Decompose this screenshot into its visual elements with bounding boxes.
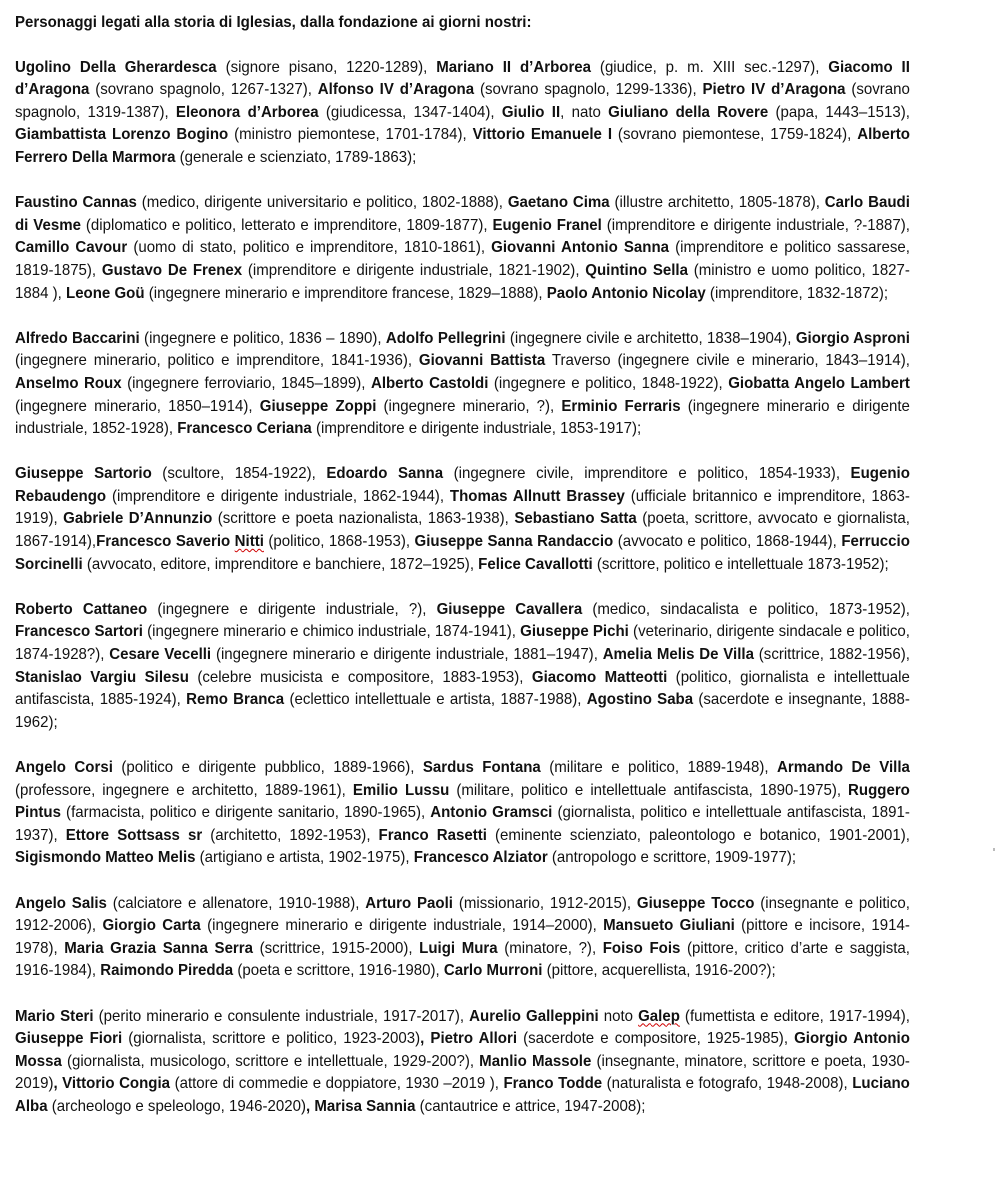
person-name: Manlio Massole xyxy=(479,1052,592,1070)
person-description: (ministro e uomo politico, 1827-1884 ), xyxy=(15,261,910,302)
person-name: Sigismondo Matteo Melis xyxy=(15,849,196,867)
person-name: Luigi Mura xyxy=(419,939,498,957)
person-description: (giudicessa, 1347-1404), xyxy=(318,103,502,121)
person-description: (scrittore, politico e intellettuale 1873-1952); xyxy=(592,555,889,573)
person-description: (imprenditore, 1832-1872); xyxy=(705,284,889,302)
person-description: , nato xyxy=(560,103,609,121)
person-description: (avvocato, editore, imprenditore e banchiere, 1872–1925), xyxy=(82,555,479,573)
person-name: Luciano Alba xyxy=(15,1075,910,1115)
person-description: (farmacista, politico e dirigente sanitario, 1890-1965), xyxy=(60,804,431,822)
person-name: Leone Goü xyxy=(66,284,145,302)
person-description: (sovrano spagnolo, 1319-1387), xyxy=(15,81,910,121)
person-name: Gustavo De Frenex xyxy=(101,261,243,279)
person-description: (giornalista, scrittore e politico, 1923-2003) xyxy=(122,1030,421,1048)
person-description: (poeta e scrittore, 1916-1980), xyxy=(233,962,444,980)
person-description: (architetto, 1892-1953), xyxy=(202,826,379,844)
person-description: (ingegnere civile, imprenditore e politico, 1854-1933), xyxy=(443,465,851,483)
person-description: (eclettico intellettuale e artista, 1887-1988), xyxy=(284,691,587,709)
person-description: (sacerdote e compositore, 1925-1985), xyxy=(517,1030,795,1048)
person-name: Raimondo Piredda xyxy=(100,962,234,980)
person-description: (militare, politico e intellettuale antifascista, 1890-1975), xyxy=(449,781,849,799)
person-description: (pittore e incisore, 1914-1978), xyxy=(15,917,910,957)
person-name: Agostino Saba xyxy=(586,691,694,709)
person-description: (ingegnere e politico, 1836 – 1890), xyxy=(139,329,386,347)
paragraph xyxy=(15,599,910,735)
person-name: Giuseppe Pichi xyxy=(520,623,629,641)
person-description: (papa, 1443–1513), xyxy=(768,103,910,121)
person-name: Giobatta Angelo Lambert xyxy=(728,374,910,392)
person-name: Eugenio Franel xyxy=(492,216,602,234)
person-name: Francesco Saverio xyxy=(96,533,235,551)
person-name: Maria Grazia Sanna Serra xyxy=(64,939,254,957)
person-name: Stanislao Vargiu Silesu xyxy=(15,668,189,686)
person-name: Francesco Sartori xyxy=(15,623,143,641)
person-description: (giudice, p. m. XIII sec.-1297), xyxy=(591,58,829,76)
person-name: Eugenio Rebaudengo xyxy=(15,465,910,505)
person-description: (antropologo e scrittore, 1909-1977); xyxy=(547,849,797,867)
person-name: Quintino Sella xyxy=(585,261,688,279)
person-description: (missionario, 1912-2015), xyxy=(452,894,637,912)
person-description: (ingegnere minerario e imprenditore francese, 1829–1888), xyxy=(144,284,547,302)
person-name: Vittorio Emanuele I xyxy=(472,126,613,144)
person-description: (medico, dirigente universitario e politico, 1802-1888), xyxy=(136,194,508,212)
person-description: Traverso (ingegnere civile e minerario, 1843–1914), xyxy=(545,352,910,370)
person-name: Mariano II d’Arborea xyxy=(436,58,592,76)
person-description: (sovrano piemontese, 1759-1824), xyxy=(612,126,858,144)
person-name: , Vittorio Congia xyxy=(53,1075,171,1093)
person-name: Giorgio Antonio Mossa xyxy=(15,1030,910,1070)
person-description: (imprenditore e dirigente industriale, 1853-1917); xyxy=(311,420,642,438)
person-name: Camillo Cavour xyxy=(15,239,128,257)
person-description: (politico, giornalista e intellettuale antifascista, 1885-1924), xyxy=(15,668,910,709)
person-description: (scultore, 1854-1922), xyxy=(151,465,327,483)
paragraph-list xyxy=(15,57,910,1119)
person-description: (politico, 1868-1953), xyxy=(263,533,415,551)
person-name: Giuseppe Cavallera xyxy=(436,600,583,618)
person-description: (poeta, scrittore, avvocato e giornalista, 1867-1914), xyxy=(15,510,910,551)
person-description: (pittore, acquerellista, 1916-200?); xyxy=(542,962,776,980)
paragraph xyxy=(15,757,910,870)
paragraph xyxy=(15,893,910,983)
person-description: (sacerdote e insegnante, 1888-1962); xyxy=(15,691,910,731)
person-description: (giornalista, politico e intellettuale antifascista, 1891-1937), xyxy=(15,804,910,844)
person-description: (ministro piemontese, 1701-1784), xyxy=(228,126,473,144)
person-name: Giuseppe Sartorio xyxy=(15,465,152,483)
document-body xyxy=(15,12,910,1141)
person-name: Giacomo II d’Aragona xyxy=(15,58,910,99)
person-description: (uomo di stato, politico e imprenditore, 1810-1861), xyxy=(127,239,492,257)
person-description: (imprenditore e dirigente industriale, ?-1887), xyxy=(601,216,910,234)
person-name: Giuseppe Zoppi xyxy=(259,397,377,415)
person-description: (attore di commedie e doppiatore, 1930 –2019 ), xyxy=(170,1075,504,1093)
person-name: Giuseppe Tocco xyxy=(636,894,755,912)
paragraph xyxy=(15,57,910,170)
person-name: Carlo Baudi di Vesme xyxy=(15,194,910,234)
person-description: noto xyxy=(598,1007,639,1025)
person-name: Franco Rasetti xyxy=(378,826,487,844)
person-description: (scrittrice, 1915-2000), xyxy=(253,939,420,957)
person-description: (insegnante e politico, 1912-2006), xyxy=(15,894,910,935)
paragraph xyxy=(15,192,910,305)
person-description: (artigiano e artista, 1902-1975), xyxy=(195,849,414,867)
person-description: (giornalista, musicologo, scrittore e intellettuale, 1929-200?), xyxy=(61,1052,480,1070)
paragraph xyxy=(15,1006,910,1119)
person-name: Giuliano della Rovere xyxy=(608,103,769,121)
person-description: (imprenditore e dirigente industriale, 1862-1944), xyxy=(106,487,450,505)
person-name: Ugolino Della Gherardesca xyxy=(15,58,217,76)
person-name: Carlo Murroni xyxy=(443,962,543,980)
person-description: (diplomatico e politico, letterato e imprenditore, 1809-1877), xyxy=(80,216,493,234)
person-description: (professore, ingegnere e architetto, 1889-1961), xyxy=(15,781,353,799)
person-name: Alfonso IV d’Aragona xyxy=(317,81,475,99)
document-title: Personaggi legati alla storia di Iglesias, dalla fondazione ai giorni nostri: xyxy=(15,14,532,31)
person-name: Amelia Melis De Villa xyxy=(602,646,754,664)
person-description: (ingegnere e politico, 1848-1922), xyxy=(488,374,729,392)
person-name: Foiso Fois xyxy=(602,939,681,957)
person-name: Giovanni Antonio Sanna xyxy=(491,239,670,257)
person-description: (imprenditore e politico sassarese, 1819-1875), xyxy=(15,239,910,279)
person-name: Giuseppe Fiori xyxy=(15,1030,123,1048)
person-name: Gabriele D’Annunzio xyxy=(63,510,213,528)
person-name: Ruggero Pintus xyxy=(15,781,910,822)
person-name: Angelo Corsi xyxy=(15,759,113,776)
person-name: Cesare Vecelli xyxy=(109,646,212,664)
person-name: Alberto Castoldi xyxy=(370,374,489,392)
person-name: Adolfo Pellegrini xyxy=(385,329,506,347)
person-description: (sovrano spagnolo, 1299-1336), xyxy=(474,81,703,99)
person-description: (insegnante, minatore, scrittore e poeta, 1930-2019) xyxy=(15,1052,910,1093)
person-name: Erminio Ferraris xyxy=(561,397,681,415)
person-name: Antonio Gramsci xyxy=(430,804,553,822)
person-name: Giorgio Carta xyxy=(102,917,201,935)
person-description: (avvocato e politico, 1868-1944), xyxy=(613,533,842,551)
person-description: (archeologo e speleologo, 1946-2020) xyxy=(47,1097,306,1115)
person-name: Alfredo Baccarini xyxy=(15,329,140,347)
person-name: Mansueto Giuliani xyxy=(603,917,735,935)
person-description: (ufficiale britannico e imprenditore, 1863-1919), xyxy=(15,487,910,528)
person-name: Angelo Salis xyxy=(15,894,107,912)
person-description: (scrittrice, 1882-1956), xyxy=(753,646,910,664)
person-name: Francesco Alziator xyxy=(413,849,548,867)
person-description: (cantautrice e attrice, 1947-2008); xyxy=(415,1097,646,1115)
person-name: Giorgio Asproni xyxy=(795,329,910,347)
person-name: Anselmo Roux xyxy=(15,374,122,392)
person-name: Eleonora d’Arborea xyxy=(175,103,319,121)
person-description: (politico e dirigente pubblico, 1889-1966), xyxy=(112,759,423,776)
page-edge-mark xyxy=(993,848,995,851)
person-description: (ingegnere e dirigente industriale, ?), xyxy=(147,600,437,618)
person-description: (militare e politico, 1889-1948), xyxy=(540,759,778,776)
person-description: (ingegnere ferroviario, 1845–1899), xyxy=(121,374,371,392)
person-name: Giuseppe Sanna Randaccio xyxy=(414,533,614,551)
person-description: (ingegnere minerario, 1850–1914), xyxy=(15,397,260,415)
person-name: Faustino Cannas xyxy=(15,194,137,212)
person-description: (imprenditore e dirigente industriale, 1821-1902), xyxy=(242,261,586,279)
person-description: (pittore, critico d’arte e saggista, 1916-1984), xyxy=(15,939,910,980)
person-name: Thomas Allnutt Brassey xyxy=(449,487,625,505)
paragraph xyxy=(15,463,910,576)
person-name: Paolo Antonio Nicolay xyxy=(546,284,706,302)
person-description: (eminente scienziato, paleontologo e botanico, 1901-2001), xyxy=(486,826,910,844)
person-name: Franco Todde xyxy=(503,1075,603,1093)
person-name: Mario Steri xyxy=(15,1007,94,1025)
person-description: (scrittore e poeta nazionalista, 1863-1938), xyxy=(212,510,515,528)
person-description: (ingegnere minerario, politico e imprenditore, 1841-1936), xyxy=(15,352,419,370)
person-description: (illustre architetto, 1805-1878), xyxy=(609,194,825,212)
person-description: (ingegnere minerario e dirigente industriale, 1914–2000), xyxy=(200,917,604,935)
person-description: (ingegnere minerario e chimico industriale, 1874-1941), xyxy=(142,623,521,641)
person-name: Edoardo Sanna xyxy=(326,465,444,483)
person-name: Ferruccio Sorcinelli xyxy=(15,533,910,573)
person-name: Giambattista Lorenzo Bogino xyxy=(15,126,229,144)
person-description: (sovrano spagnolo, 1267-1327), xyxy=(89,81,318,99)
person-name: Aurelio Galleppini xyxy=(469,1007,599,1025)
person-description: (ingegnere civile e architetto, 1838–1904), xyxy=(505,329,796,347)
person-name: Sardus Fontana xyxy=(422,759,541,776)
person-description: (naturalista e fotografo, 1948-2008), xyxy=(602,1075,853,1093)
person-description: (ingegnere minerario e dirigente industriale, 1881–1947), xyxy=(211,646,603,664)
person-description: (ingegnere minerario e dirigente industriale, 1852-1928), xyxy=(15,397,910,438)
person-name: Sebastiano Satta xyxy=(514,510,637,528)
person-name: Emilio Lussu xyxy=(352,781,450,799)
person-name: , Marisa Sannia xyxy=(305,1097,416,1115)
person-description: (celebre musicista e compositore, 1883-1953), xyxy=(188,668,532,686)
paragraph xyxy=(15,328,910,441)
person-description: (perito minerario e consulente industriale, 1917-2017), xyxy=(93,1007,470,1025)
person-description: (generale e scienziato, 1789-1863); xyxy=(175,148,417,166)
person-name: Francesco Ceriana xyxy=(177,420,312,438)
person-description: (ingegnere minerario, ?), xyxy=(376,397,562,415)
person-name: Remo Branca xyxy=(186,691,285,709)
person-name: Ettore Sottsass sr xyxy=(65,826,203,844)
person-description: (fumettista e editore, 1917-1994), xyxy=(679,1007,910,1025)
person-description: (veterinario, dirigente sindacale e politico, 1874-1928?), xyxy=(15,623,910,664)
person-name: Galep xyxy=(638,1007,680,1025)
person-name: Armando De Villa xyxy=(777,759,910,776)
person-name: Gaetano Cima xyxy=(507,194,610,212)
person-name: Roberto Cattaneo xyxy=(15,600,148,618)
person-description: (medico, sindacalista e politico, 1873-1952), xyxy=(582,600,910,618)
person-name: Giovanni Battista xyxy=(418,352,546,370)
person-name: , Pietro Allori xyxy=(420,1030,518,1048)
person-name: Arturo Paoli xyxy=(365,894,453,912)
person-name: Pietro IV d’Aragona xyxy=(702,81,846,99)
person-description: (minatore, ?), xyxy=(497,939,603,957)
person-name: Giulio II xyxy=(501,103,561,121)
person-name: Giacomo Matteotti xyxy=(531,668,668,686)
person-name: Alberto Ferrero Della Marmora xyxy=(15,126,910,166)
person-description: (signore pisano, 1220-1289), xyxy=(216,58,437,76)
person-name: Nitti xyxy=(234,533,264,551)
person-description: (calciatore e allenatore, 1910-1988), xyxy=(106,894,366,912)
person-name: Felice Cavallotti xyxy=(478,555,593,573)
